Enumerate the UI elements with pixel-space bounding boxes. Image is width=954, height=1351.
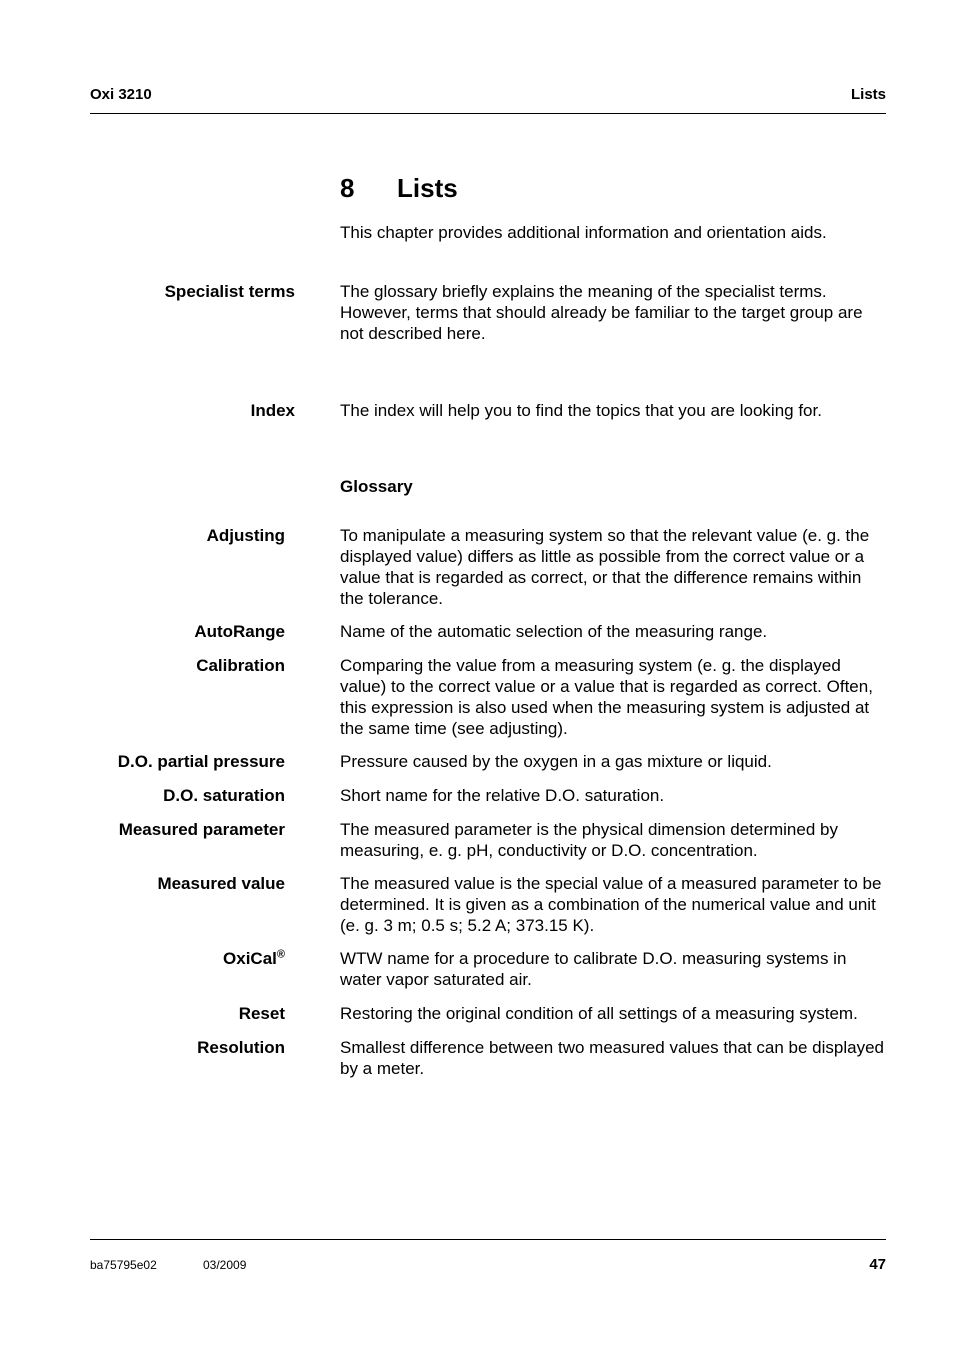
glossary-term: Reset <box>238 1004 285 1023</box>
glossary-definition: Name of the automatic selection of the measuring range. <box>340 622 768 641</box>
glossary-heading: Glossary <box>340 477 413 496</box>
glossary-definition: WTW name for a procedure to calibrate D.O. measuring systems in water vapor saturated air. <box>340 949 847 989</box>
glossary-term: AutoRange <box>194 622 285 641</box>
chapter-heading <box>340 173 458 204</box>
chapter-title: Lists <box>397 173 458 203</box>
glossary-term: Measured parameter <box>118 820 285 839</box>
glossary-term: D.O. saturation <box>163 786 285 805</box>
footer-doc-id: ba75795e02 <box>90 1258 157 1272</box>
registered-mark: ® <box>276 948 285 961</box>
section-label-index: Index <box>250 401 295 420</box>
glossary-definition: To manipulate a measuring system so that the relevant value (e. g. the displayed value) differs as little as possible from the correct value or a value that is regarded as correct, or that the difference remains within the tolerance. <box>340 526 870 608</box>
glossary-definition: Pressure caused by the oxygen in a gas mixture or liquid. <box>340 752 772 771</box>
header-section-title: Lists <box>850 86 886 103</box>
footer-date: 03/2009 <box>203 1258 247 1272</box>
header-doc-title: Oxi 3210 <box>90 86 152 103</box>
chapter-intro: This chapter provides additional information and orientation aids. <box>340 223 827 242</box>
page-number: 47 <box>869 1256 886 1273</box>
glossary-term-oxical <box>223 948 285 969</box>
chapter-number: 8 <box>340 173 355 203</box>
section-text-specialist-terms: The glossary briefly explains the meaning of the specialist terms. However, terms that should already be familiar to the target group are not described here. <box>340 282 863 343</box>
glossary-definition: Restoring the original condition of all settings of a measuring system. <box>340 1004 858 1023</box>
glossary-term: Resolution <box>197 1038 285 1057</box>
section-text-index: The index will help you to find the topics that you are looking for. <box>340 401 822 420</box>
glossary-definition: Comparing the value from a measuring system (e. g. the displayed value) to the correct value or a value that is regarded as correct. Often, this expression is also used when the measuring system is adjusted at the same time (see adjusting). <box>340 656 873 738</box>
glossary-term: Adjusting <box>206 526 285 545</box>
glossary-definition: Smallest difference between two measured values that can be displayed by a meter. <box>340 1038 885 1078</box>
footer-rule <box>90 1239 886 1240</box>
glossary-term: D.O. partial pressure <box>117 752 285 771</box>
header-rule <box>90 113 886 114</box>
glossary-definition: The measured parameter is the physical dimension determined by measuring, e. g. pH, conductivity or D.O. concentration. <box>340 820 838 860</box>
glossary-term: Calibration <box>196 656 285 675</box>
glossary-definition: The measured value is the special value of a measured parameter to be determined. It is given as a combination of the numerical value and unit (e. g. 3 m; 0.5 s; 5.2 A; 373.15 K). <box>340 874 882 935</box>
glossary-term: Measured value <box>157 874 285 893</box>
section-label-specialist-terms: Specialist terms <box>164 282 295 301</box>
glossary-definition: Short name for the relative D.O. saturation. <box>340 786 665 805</box>
glossary-term-text: OxiCal <box>223 949 277 968</box>
